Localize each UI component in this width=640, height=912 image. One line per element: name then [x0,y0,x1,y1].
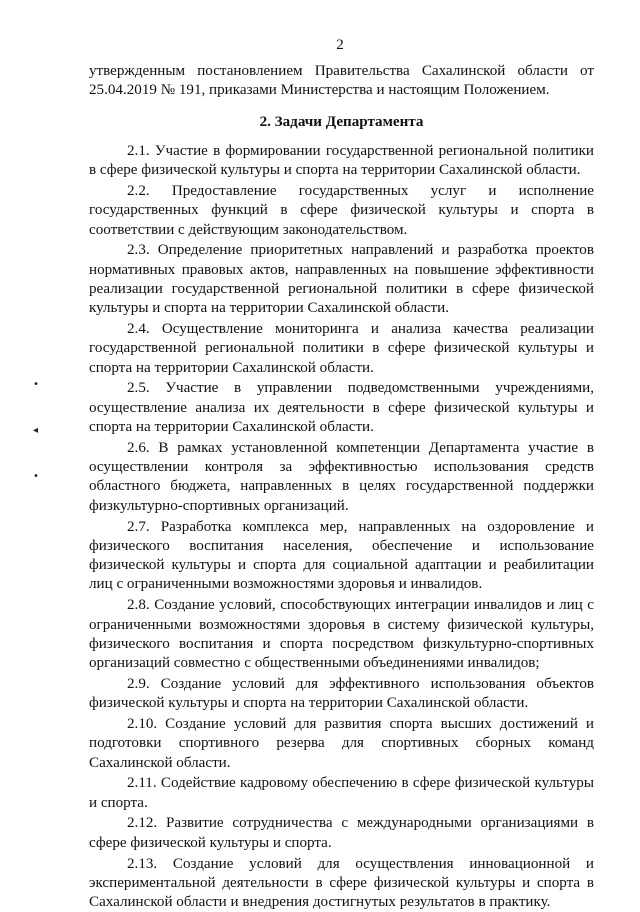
task-item: 2.13. Создание условий для осуществления инновационной и экспериментальной деятельности в сфере физической культуры и спорта в Сахалинской области и внедрения достигнутых результатов в практику. [89,855,594,911]
task-item: 2.3. Определение приоритетных направлений и разработка проектов нормативных правовых актов, направленных на повышение эффективности реализации государственной региональной политики в сфере физической культуры и спорта на территории Сахалинской области. [89,242,594,317]
task-item: 2.10. Создание условий для развития спорта высших достижений и подготовки спортивного резерва для спортивных сборных команд Сахалинской области. [89,716,594,771]
task-item: 2.5. Участие в управлении подведомственными учреждениями, осуществление анализа их деятельности в сфере физической культуры и спорта на территории Сахалинской области. [89,380,594,436]
document-body [89,62,594,912]
task-item: 2.1. Участие в формировании государственной региональной политики в сфере физической культуры и спорта на территории Сахалинской области. [89,142,594,179]
task-item: 2.12. Развитие сотрудничества с международными организациями в сфере физической культуры и спорта. [89,815,594,851]
intro-paragraph: утвержденным постановлением Правительства Сахалинской области от 25.04.2019 № 191, приказами Министерства и настоящим Положением. [89,63,594,99]
task-item: 2.11. Содействие кадровому обеспечению в сфере физической культуры и спорта. [89,775,594,811]
scan-mark: • [33,471,39,482]
task-item: 2.2. Предоставление государственных услуг и исполнение государственных функций в сфере физической культуры и спорта в соответствии с действующим законодательством. [89,182,594,238]
scan-mark: ◂ [33,425,39,436]
task-item: 2.7. Разработка комплекса мер, направленных на оздоровление и физического воспитания населения, обеспечение и использование физической культуры и спорта для социальной адаптации и реабилитации лиц с ограниченными возможностями здоровья и инвалидов. [89,518,594,593]
page-number: 2 [336,37,344,53]
task-item: 2.8. Создание условий, способствующих интеграции инвалидов и лиц с ограниченными возможностями здоровья в систему физической культуры, физического воспитания и спорта посредством физкультурно-спортивных организаций совместно с общественными объединениями инвалидов; [89,597,594,672]
section-title: 2. Задачи Департамента [259,113,424,130]
task-item: 2.4. Осуществление мониторинга и анализа качества реализации государственной региональной политики в сфере физической культуры и спорта на территории Сахалинской области. [89,321,594,376]
task-item: 2.9. Создание условий для эффективного использования объектов физической культуры и спорта на территории Сахалинской области. [89,675,594,712]
scan-mark: • [33,379,39,390]
task-item: 2.6. В рамках установленной компетенции Департамента участие в осуществлении контроля за эффективностью использования средств областного бюджета, направленных в целях государственной поддержки физкультурно-спортивных организаций. [89,439,594,514]
